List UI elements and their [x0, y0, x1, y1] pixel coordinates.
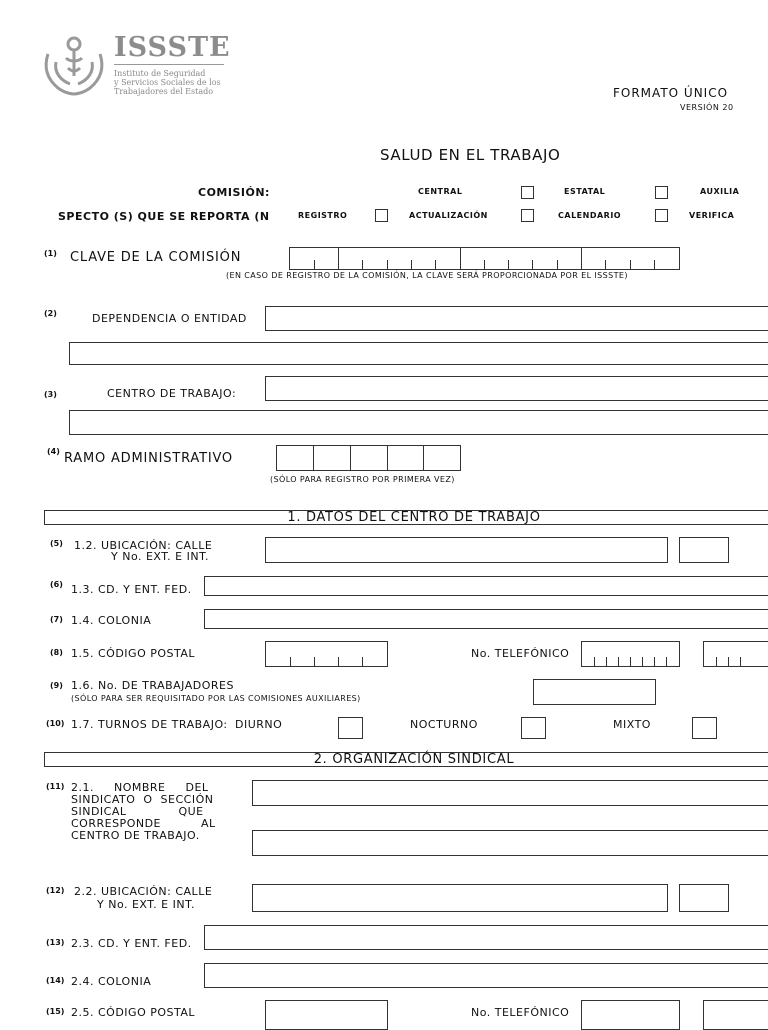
field-1-number: (1) [44, 249, 57, 258]
workplace-input-2[interactable] [69, 410, 768, 435]
commission-central-checkbox[interactable] [521, 186, 534, 199]
field-15-number: (15) [46, 1007, 65, 1016]
field-4-number: (4) [47, 447, 60, 456]
issste-logo-icon [38, 32, 110, 98]
workplace-street-label: 1.2. UBICACIÓN: CALLE [74, 539, 213, 552]
logo-divider [114, 64, 224, 65]
union-phone-ext-input[interactable] [703, 1000, 768, 1030]
workplace-phone-label: No. TELEFÓNICO [471, 647, 570, 660]
aspect-actualizacion-label: ACTUALIZACIÓN [409, 211, 488, 220]
field-3-number: (3) [44, 390, 57, 399]
aspect-calendario-checkbox[interactable] [655, 209, 668, 222]
aspect-actualizacion-checkbox[interactable] [521, 209, 534, 222]
workplace-zip-input[interactable] [265, 641, 388, 667]
admin-branch-input[interactable] [276, 445, 461, 471]
field-14-number: (14) [46, 976, 65, 985]
commission-label: COMISIÓN: [198, 186, 270, 199]
field-9-number: (9) [50, 681, 63, 690]
union-zip-label: 2.5. CÓDIGO POSTAL [71, 1006, 196, 1019]
field-12-number: (12) [46, 886, 65, 895]
admin-branch-note: (SÓLO PARA REGISTRO POR PRIMERA VEZ) [270, 475, 455, 484]
union-street-label: 2.2. UBICACIÓN: CALLE [74, 885, 213, 898]
workplace-phone-ext-input[interactable] [703, 641, 768, 667]
commission-auxiliar-label: AUXILIA [700, 187, 740, 196]
field-2-number: (2) [44, 309, 57, 318]
workplace-city-label: 1.3. CD. Y ENT. FED. [71, 583, 192, 596]
workers-count-label: 1.6. No. DE TRABAJADORES [71, 679, 234, 692]
shift-night-label: NOCTURNO [410, 718, 478, 731]
shifts-label: 1.7. TURNOS DE TRABAJO: [71, 718, 228, 731]
union-city-input[interactable] [204, 925, 768, 950]
org-acronym: ISSSTE [114, 32, 231, 63]
union-street-label-2: Y No. EXT. E INT. [97, 898, 196, 911]
union-name-label-3: SINDICAL QUE [71, 805, 204, 818]
version-label: VERSIÓN 20 [680, 103, 734, 112]
commission-estatal-checkbox[interactable] [655, 186, 668, 199]
union-zip-input[interactable] [265, 1000, 388, 1030]
field-8-number: (8) [50, 648, 63, 657]
shift-mixed-label: MIXTO [613, 718, 651, 731]
union-colony-input[interactable] [204, 963, 768, 988]
commission-key-note: (EN CASO DE REGISTRO DE LA COMISIÓN, LA CLAVE SERÁ PROPORCIONADA POR EL ISSSTE) [226, 271, 628, 280]
aspect-label: SPECTO (S) QUE SE REPORTA (N [58, 210, 270, 223]
shift-mixed-checkbox[interactable] [692, 717, 717, 739]
workers-count-note: (SÓLO PARA SER REQUISITADO POR LAS COMISIONES AUXILIARES) [71, 694, 361, 703]
union-name-label-4: CORRESPONDE AL [71, 817, 216, 830]
commission-key-input[interactable] [289, 247, 680, 270]
agency-input-2[interactable] [69, 342, 768, 365]
union-phone-input[interactable] [581, 1000, 680, 1030]
agency-label: DEPENDENCIA O ENTIDAD [92, 312, 247, 325]
workplace-colony-input[interactable] [204, 609, 768, 629]
workplace-number-input[interactable] [679, 537, 729, 563]
union-name-label-2: SINDICATO O SECCIÓN [71, 793, 214, 806]
workplace-street-label-2: Y No. EXT. E INT. [111, 550, 210, 563]
format-title: FORMATO ÚNICO [613, 86, 729, 100]
workplace-label: CENTRO DE TRABAJO: [107, 387, 237, 400]
org-name-line-3: Trabajadores del Estado [114, 87, 214, 96]
org-name-line-1: Instituto de Seguridad [114, 69, 206, 78]
field-13-number: (13) [46, 938, 65, 947]
field-7-number: (7) [50, 615, 63, 624]
workplace-city-input[interactable] [204, 576, 768, 596]
aspect-calendario-label: CALENDARIO [558, 211, 622, 220]
workers-count-input[interactable] [533, 679, 656, 705]
org-name-line-2: y Servicios Sociales de los [114, 78, 221, 87]
aspect-verificacion-label: VERIFICA [689, 211, 735, 220]
shift-night-checkbox[interactable] [521, 717, 546, 739]
shift-day-checkbox[interactable] [338, 717, 363, 739]
union-colony-label: 2.4. COLONIA [71, 975, 152, 988]
union-number-input[interactable] [679, 884, 729, 912]
workplace-zip-label: 1.5. CÓDIGO POSTAL [71, 647, 196, 660]
union-street-input[interactable] [252, 884, 668, 912]
field-11-number: (11) [46, 782, 65, 791]
field-6-number: (6) [50, 580, 63, 589]
union-name-label-5: CENTRO DE TRABAJO. [71, 829, 200, 842]
section-2-title: 2. ORGANIZACIÓN SINDICAL [44, 752, 768, 767]
union-name-label-1: 2.1. NOMBRE DEL [71, 781, 209, 794]
union-city-label: 2.3. CD. Y ENT. FED. [71, 937, 192, 950]
aspect-registro-label: REGISTRO [298, 211, 348, 220]
main-title: SALUD EN EL TRABAJO [380, 146, 561, 164]
commission-estatal-label: ESTATAL [564, 187, 606, 196]
commission-key-label: CLAVE DE LA COMISIÓN [70, 250, 242, 265]
agency-input[interactable] [265, 306, 768, 331]
union-phone-label: No. TELEFÓNICO [471, 1006, 570, 1019]
workplace-phone-input[interactable] [581, 641, 680, 667]
union-name-input-2[interactable] [252, 830, 768, 856]
workplace-colony-label: 1.4. COLONIA [71, 614, 152, 627]
section-1-title: 1. DATOS DEL CENTRO DE TRABAJO [44, 510, 768, 525]
workplace-street-input[interactable] [265, 537, 668, 563]
commission-central-label: CENTRAL [418, 187, 463, 196]
issste-logo [38, 32, 231, 98]
field-10-number: (10) [46, 719, 65, 728]
shift-day-label: DIURNO [235, 718, 283, 731]
admin-branch-label: RAMO ADMINISTRATIVO [64, 451, 233, 466]
workplace-input[interactable] [265, 376, 768, 401]
union-name-input[interactable] [252, 780, 768, 806]
field-5-number: (5) [50, 539, 63, 548]
aspect-registro-checkbox[interactable] [375, 209, 388, 222]
